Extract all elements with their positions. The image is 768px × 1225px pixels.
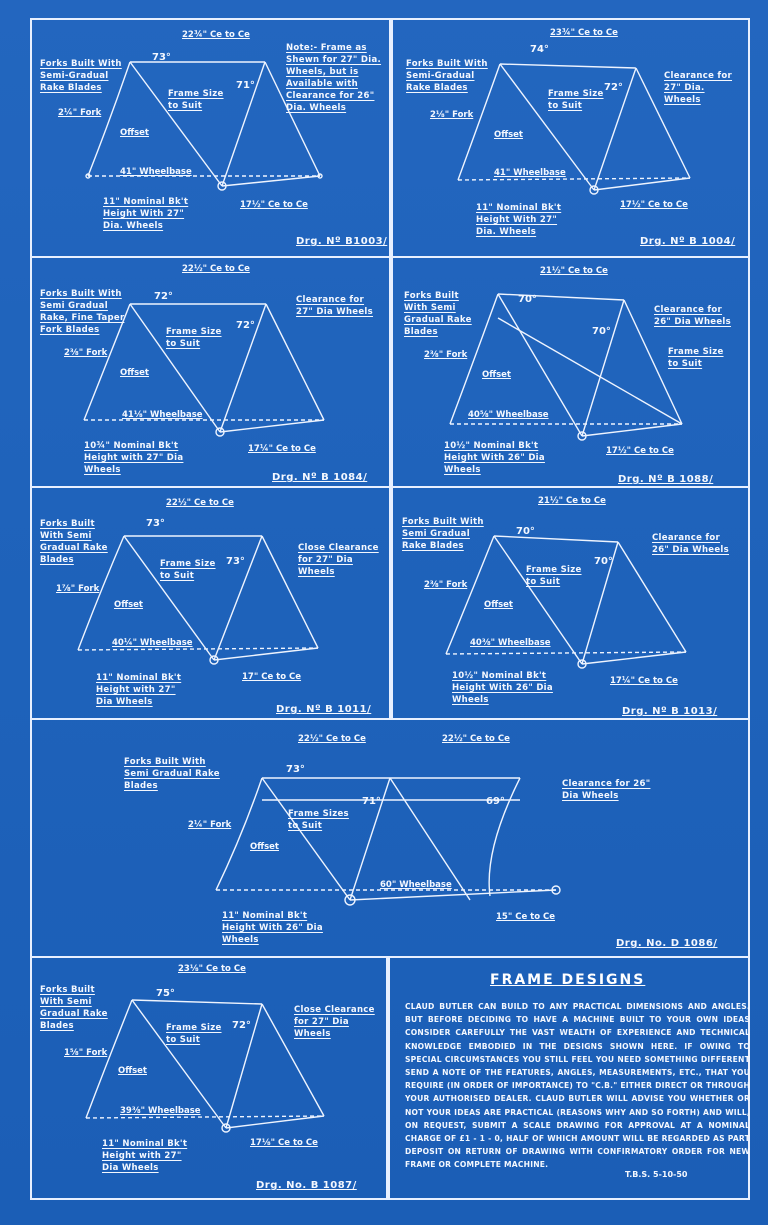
draftsman-signature: T.B.S. 5-10-50	[625, 1170, 688, 1179]
side-note: Clearance for 26" Dia Wheels	[654, 305, 732, 327]
bracket-height: 11" Nominal Bk't Height With 27" Dia. Wheels	[103, 197, 189, 231]
fork-note: Forks Built With Semi-Gradual Rake Blades	[406, 59, 488, 93]
seat-angle: 72°	[604, 82, 623, 93]
wheelbase: 40⅝" Wheelbase	[468, 410, 549, 420]
fork-note: Forks Built With Semi Gradual Rake, Fine Taper Fork Blades	[40, 289, 125, 335]
drawing-number: Drg. No. B 1087/	[256, 1180, 357, 1191]
page-title: FRAME DESIGNS	[490, 972, 646, 988]
wheelbase: 41" Wheelbase	[120, 167, 192, 177]
fork-offset: 1⅝" Fork	[64, 1048, 108, 1058]
bracket-height: 10½" Nominal Bk't Height With 26" Dia Wheels	[444, 441, 545, 475]
head-angle: 73°	[146, 518, 165, 529]
offset-label: Offset	[482, 370, 511, 380]
side-note: Clearance for 26" Dia Wheels	[652, 533, 730, 555]
head-angle: 73°	[286, 764, 305, 775]
chainstay-length: 17" Ce to Ce	[242, 672, 302, 682]
frame-size-note: Frame Size to Suit	[168, 89, 224, 111]
fork-note: Forks Built With Semi Gradual Rake Blades	[124, 757, 220, 791]
drawing-number: Drg. Nº B 1088/	[618, 474, 714, 485]
top-tube-length-front: 22½" Ce to Ce	[298, 734, 366, 744]
frame-size-note: Frame Size to Suit	[160, 559, 216, 581]
frame-size-note: Frame Sizes to Suit	[288, 809, 349, 831]
drawing-number: Drg. Nº B 1013/	[622, 706, 718, 717]
seat-angle: 71°	[236, 80, 255, 91]
fork-note: Forks Built With Semi Gradual Rake Blades	[40, 985, 108, 1031]
chainstay-length: 17½" Ce to Ce	[240, 200, 308, 210]
offset-label: Offset	[120, 368, 149, 378]
chainstay-length: 17½" Ce to Ce	[606, 446, 674, 456]
seat-angle: 72°	[236, 320, 255, 331]
bracket-height: 11" Nominal Bk't Height with 27" Dia Wheels	[102, 1139, 188, 1173]
side-note: Close Clearance for 27" Dia Wheels	[294, 1005, 375, 1039]
top-tube-length-rear: 22½" Ce to Ce	[442, 734, 510, 744]
offset-label: Offset	[484, 600, 513, 610]
top-tube-length: 22½" Ce to Ce	[182, 264, 250, 274]
drawing-number: Drg. Nº B1003/	[296, 236, 388, 247]
head-angle: 74°	[530, 44, 549, 55]
fork-offset: 2¼" Fork	[58, 108, 102, 118]
fork-note: Forks Built With Semi Gradual Rake Blades	[404, 291, 472, 337]
top-tube-length: 21½" Ce to Ce	[540, 266, 608, 276]
seat-angle: 70°	[592, 326, 611, 337]
bracket-height: 11" Nominal Bk't Height with 27" Dia Wheels	[96, 673, 182, 707]
head-angle: 72°	[154, 291, 173, 302]
side-note: Clearance for 26" Dia Wheels	[562, 779, 651, 801]
fork-offset: 2⅜" Fork	[64, 348, 108, 358]
fork-offset: 2⅜" Fork	[424, 350, 468, 360]
bracket-height: 10¾" Nominal Bk't Height with 27" Dia Wheels	[84, 441, 184, 475]
head-angle: 75°	[156, 988, 175, 999]
bracket-height: 11" Nominal Bk't Height With 26" Dia Wheels	[222, 911, 323, 945]
info-text: CLAUD BUTLER CAN BUILD TO ANY PRACTICAL DIMENSIONS AND ANGLES. BUT BEFORE DECIDING TO HAVE A MACHINE BUILT TO YOUR OWN IDEAS CONSIDER CAREFULLY THE VAST WEALTH OF EXPERIENCE AND TECHNICAL KNOWLEDGE EMBODIED IN THE DESIGNS SHOWN HERE. IF OWING TO SPECIAL CIRCUMSTANCES YOU STILL FEEL YOU NEED SOMETHING DIFFERENT SEND A NOTE OF THE FEATURES, ANGLES, MEASUREMENTS, ETC., THAT YOU REQUIRE (IN ORDER OF IMPORTANCE) TO "C.B." EITHER DIRECT OR THROUGH YOUR AUTHORISED DEALER. CLAUD BUTLER WILL ADVISE YOU WHETHER OR NOT YOUR IDEAS ARE PRACTICAL (REASONS WHY AND SO FORTH) AND WILL, ON REQUEST, SUBMIT A SCALE DRAWING FOR APPROVAL AT A NOMINAL CHARGE OF £1 - 1 - 0, HALF OF WHICH AMOUNT WILL BE REGARDED AS PART DEPOSIT ON RETURN OF DRAWING WITH CONFIRMATORY ORDER FOR NEW FRAME OR COMPLETE MACHINE.	[405, 1002, 750, 1170]
side-note: Note:- Frame as Shewn for 27" Dia. Wheels, but is Available with Clearance for 26" Dia. Wheels	[286, 43, 382, 113]
chainstay-length: 17½" Ce to Ce	[620, 200, 688, 210]
head-angle: 70°	[518, 294, 537, 305]
wheelbase: 40⅜" Wheelbase	[470, 638, 551, 648]
side-note: Clearance for 27" Dia. Wheels	[664, 71, 733, 105]
offset-label: Offset	[250, 842, 279, 852]
frame-size-note: Frame Size to Suit	[548, 89, 604, 111]
chainstay-length: 17¼" Ce to Ce	[248, 444, 316, 454]
top-tube-length: 22¾" Ce to Ce	[182, 30, 250, 40]
frame-size-note: Frame Size to Suit	[668, 347, 724, 369]
drawing-number: Drg. Nº B 1084/	[272, 472, 368, 483]
fork-offset: 1⅞" Fork	[56, 584, 100, 594]
fork-offset: 2¼" Fork	[188, 820, 232, 830]
head-angle: 70°	[516, 526, 535, 537]
top-tube-length: 22½" Ce to Ce	[166, 498, 234, 508]
wheelbase: 41⅛" Wheelbase	[122, 410, 203, 420]
top-tube-length: 21½" Ce to Ce	[538, 496, 606, 506]
head-angle: 73°	[152, 52, 171, 63]
chainstay-length: 17⅛" Ce to Ce	[250, 1138, 318, 1148]
offset-label: Offset	[118, 1066, 147, 1076]
fork-note: Forks Built With Semi Gradual Rake Blades	[40, 519, 108, 565]
wheelbase: 40¼" Wheelbase	[112, 638, 193, 648]
offset-label: Offset	[120, 128, 149, 138]
fork-offset: 2⅜" Fork	[424, 580, 468, 590]
seat-angle: 70°	[594, 556, 613, 567]
seat-angle-front: 71°	[362, 796, 381, 807]
wheelbase: 41" Wheelbase	[494, 168, 566, 178]
seat-angle-rear: 69°	[486, 796, 505, 807]
top-tube-length: 23⅛" Ce to Ce	[178, 964, 246, 974]
top-tube-length: 23¾" Ce to Ce	[550, 28, 618, 38]
frame-size-note: Frame Size to Suit	[166, 1023, 222, 1045]
drawing-number: Drg. No. D 1086/	[616, 938, 718, 949]
side-note: Close Clearance for 27" Dia Wheels	[298, 543, 379, 577]
bracket-height: 10½" Nominal Bk't Height With 26" Dia Wheels	[452, 671, 553, 705]
frame-size-note: Frame Size to Suit	[526, 565, 582, 587]
fork-note: Forks Built With Semi Gradual Rake Blades	[402, 517, 484, 551]
seat-angle: 73°	[226, 556, 245, 567]
fork-offset: 2⅛" Fork	[430, 110, 474, 120]
wheelbase: 60" Wheelbase	[380, 880, 452, 890]
bracket-height: 11" Nominal Bk't Height With 27" Dia. Wheels	[476, 203, 562, 237]
drawing-number: Drg. Nº B 1004/	[640, 236, 736, 247]
drawing-number: Drg. Nº B 1011/	[276, 704, 372, 715]
chainstay-length: 17¼" Ce to Ce	[610, 676, 678, 686]
offset-label: Offset	[494, 130, 523, 140]
chainstay-length: 15" Ce to Ce	[496, 912, 556, 922]
wheelbase: 39⅜" Wheelbase	[120, 1106, 201, 1116]
side-note: Clearance for 27" Dia Wheels	[296, 295, 374, 317]
fork-note: Forks Built With Semi-Gradual Rake Blades	[40, 59, 122, 93]
offset-label: Offset	[114, 600, 143, 610]
frame-size-note: Frame Size to Suit	[166, 327, 222, 349]
seat-angle: 72°	[232, 1020, 251, 1031]
